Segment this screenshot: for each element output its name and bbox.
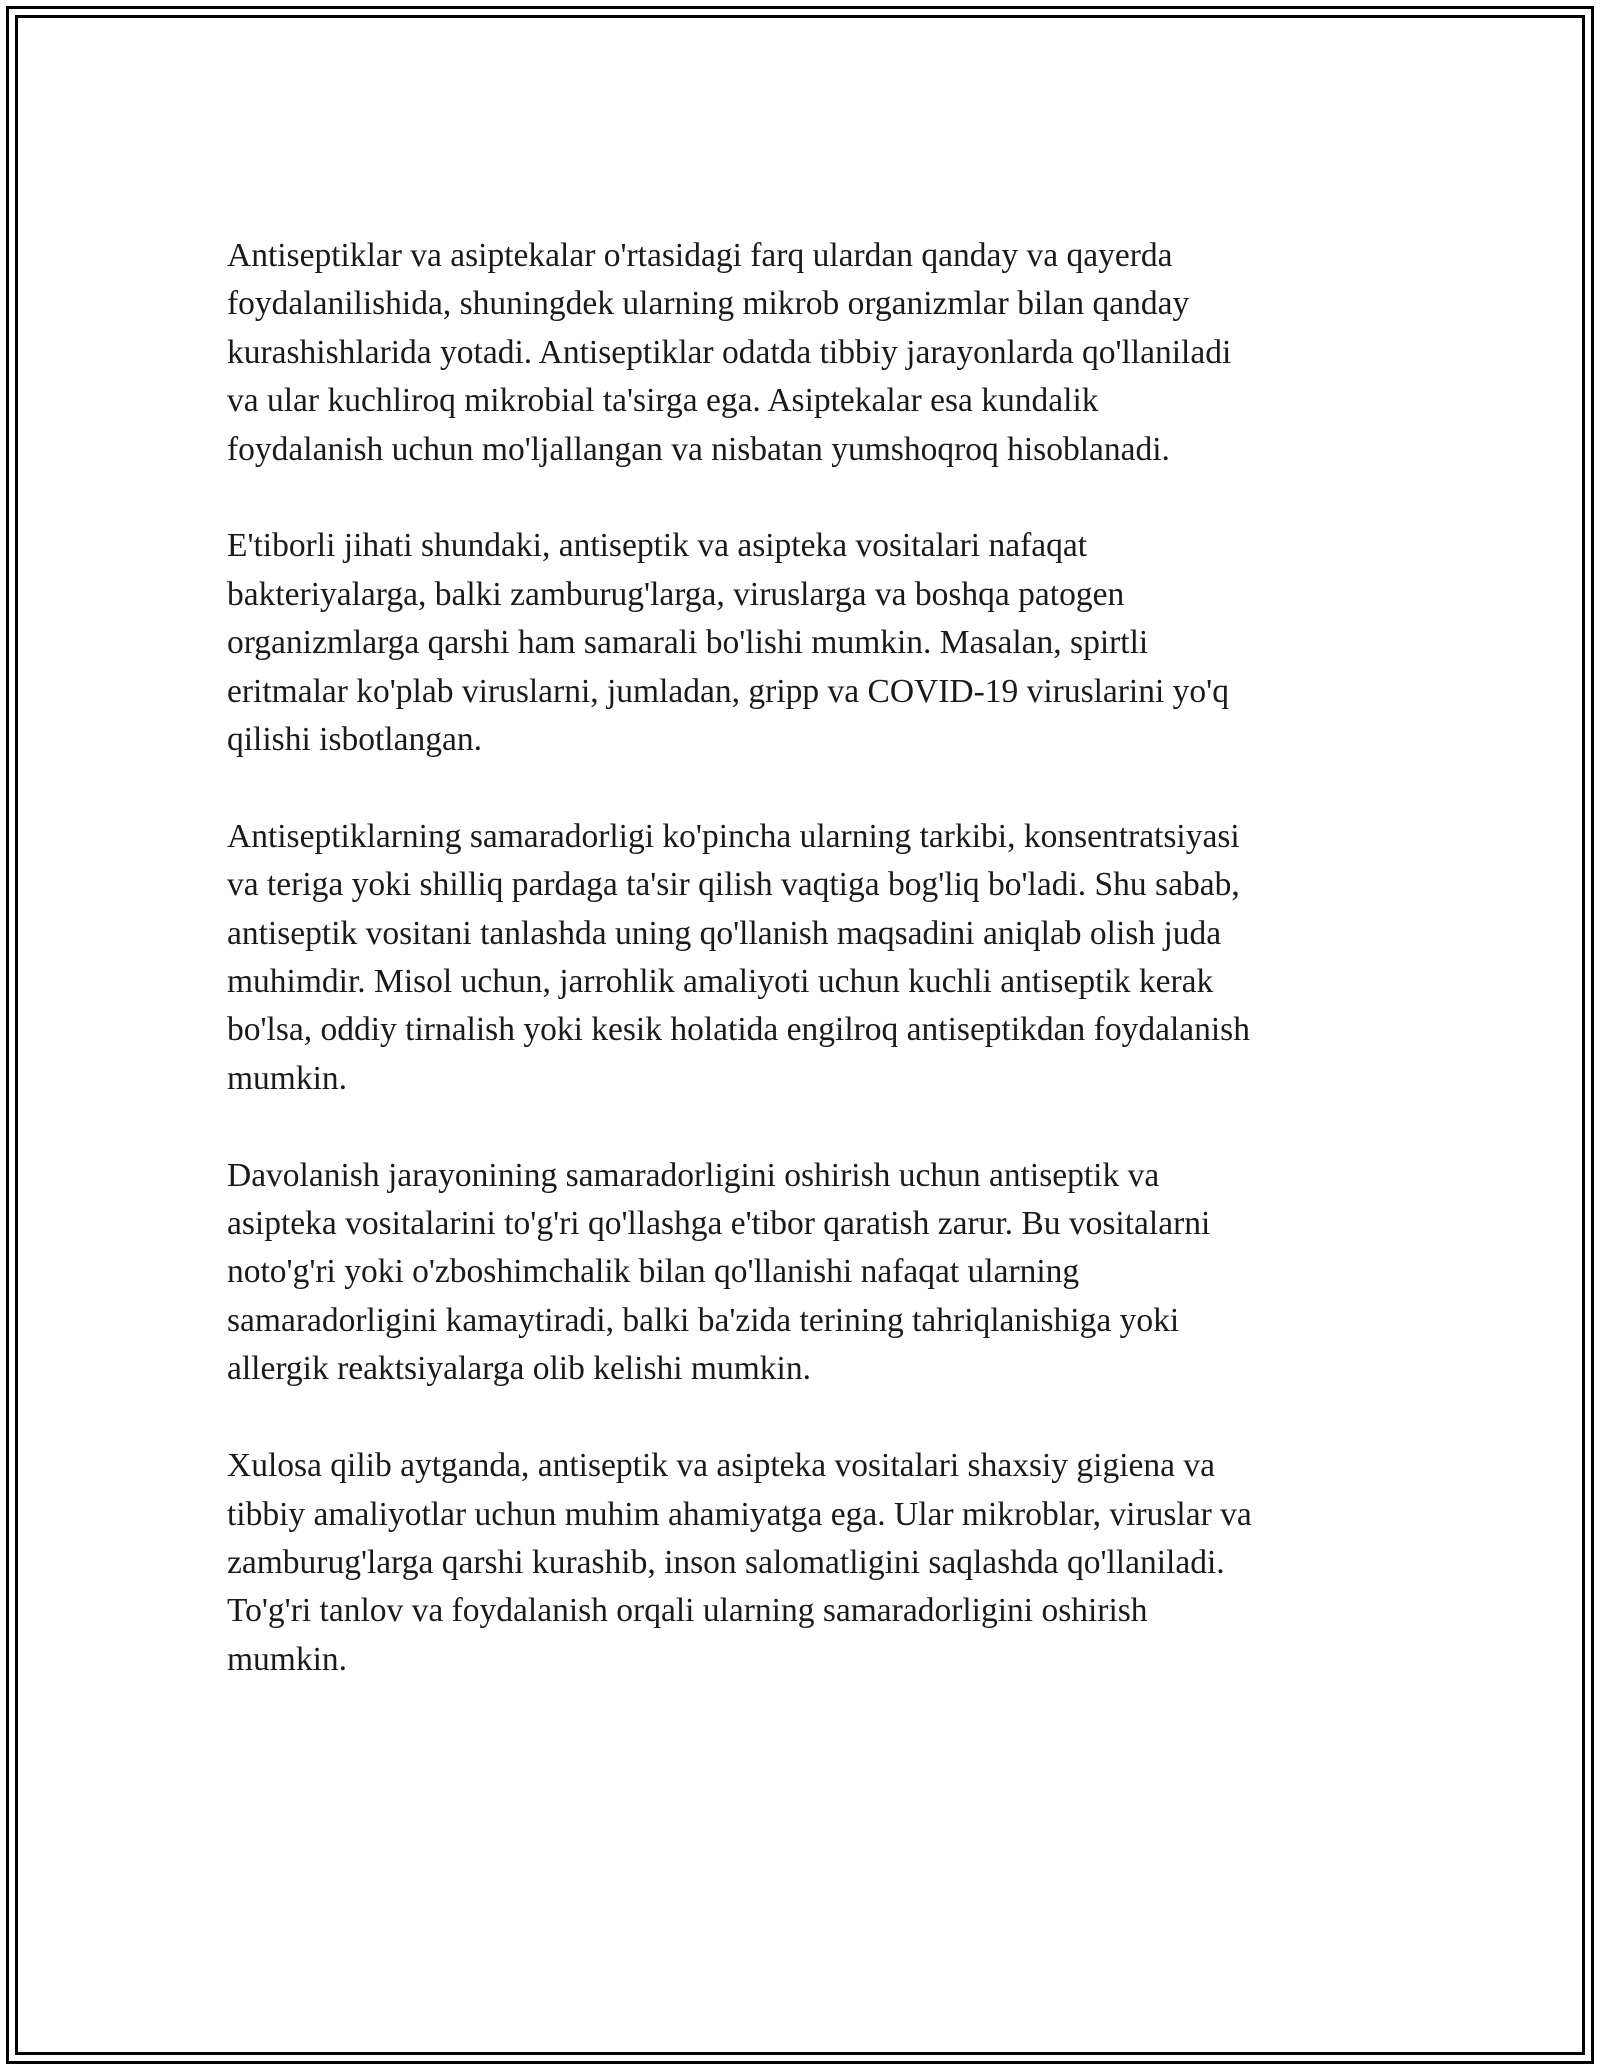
text-line: qilishi isbotlangan. xyxy=(227,721,482,759)
text-line: va teriga yoki shilliq pardaga ta'sir qilish vaqtiga bog'liq bo'ladi. Shu sabab, xyxy=(227,866,1240,904)
text-line: samaradorligini kamaytiradi, balki ba'zida terining tahriqlanishiga yoki xyxy=(227,1301,1180,1339)
text-line: Antiseptiklarning samaradorligi ko'pincha ularning tarkibi, konsentratsiyasi xyxy=(227,817,1240,855)
text-line: bo'lsa, oddiy tirnalish yoki kesik holatida engilroq antiseptikdan foydalanish xyxy=(227,1011,1250,1049)
paragraph xyxy=(227,1442,1387,1684)
text-line: va ular kuchliroq mikrobial ta'sirga ega. Asiptekalar esa kundalik xyxy=(227,382,1099,420)
text-line: zamburug'larga qarshi kurashib, inson salomatligini saqlashda qo'llaniladi. xyxy=(227,1543,1225,1581)
text-line: Davolanish jarayonining samaradorligini oshirish uchun antiseptik va xyxy=(227,1156,1160,1194)
paragraph xyxy=(227,813,1387,1103)
text-line: allergik reaktsiyalarga olib kelishi mumkin. xyxy=(227,1350,811,1388)
text-line: kurashishlarida yotadi. Antiseptiklar odatda tibbiy jarayonlarda qo'llaniladi xyxy=(227,333,1232,371)
text-line: eritmalar ko'plab viruslarni, jumladan, gripp va COVID-19 viruslarini yo'q xyxy=(227,672,1229,710)
document-body xyxy=(227,232,1387,1684)
text-line: noto'g'ri yoki o'zboshimchalik bilan qo'llanishi nafaqat ularning xyxy=(227,1253,1080,1291)
text-line: foydalanish uchun mo'ljallangan va nisbatan yumshoqroq hisoblanadi. xyxy=(227,430,1170,468)
text-line: Xulosa qilib aytganda, antiseptik va asipteka vositalari shaxsiy gigiena va xyxy=(227,1447,1216,1485)
paragraph xyxy=(227,232,1387,474)
text-line: To'g'ri tanlov va foydalanish orqali ularning samaradorligini oshirish xyxy=(227,1592,1148,1630)
text-line: muhimdir. Misol uchun, jarrohlik amaliyoti uchun kuchli antiseptik kerak xyxy=(227,963,1214,1001)
text-line: asipteka vositalarini to'g'ri qo'llashga e'tibor qaratish zarur. Bu vositalarni xyxy=(227,1205,1211,1243)
text-line: E'tiborli jihati shundaki, antiseptik va asipteka vositalari nafaqat xyxy=(227,527,1088,565)
text-line: organizmlarga qarshi ham samarali bo'lishi mumkin. Masalan, spirtli xyxy=(227,624,1149,662)
text-line: bakteriyalarga, balki zamburug'larga, viruslarga va boshqa patogen xyxy=(227,575,1125,613)
text-line: antiseptik vositani tanlashda uning qo'llanish maqsadini aniqlab olish juda xyxy=(227,914,1222,952)
text-line: foydalanilishida, shuningdek ularning mikrob organizmlar bilan qanday xyxy=(227,285,1190,323)
paragraph xyxy=(227,1152,1387,1394)
text-line: mumkin. xyxy=(227,1640,348,1678)
paragraph xyxy=(227,522,1387,764)
text-line: Antiseptiklar va asiptekalar o'rtasidagi farq ulardan qanday va qayerda xyxy=(227,237,1173,274)
text-line: tibbiy amaliyotlar uchun muhim ahamiyatga ega. Ular mikroblar, viruslar va xyxy=(227,1495,1252,1533)
text-line: mumkin. xyxy=(227,1059,348,1097)
